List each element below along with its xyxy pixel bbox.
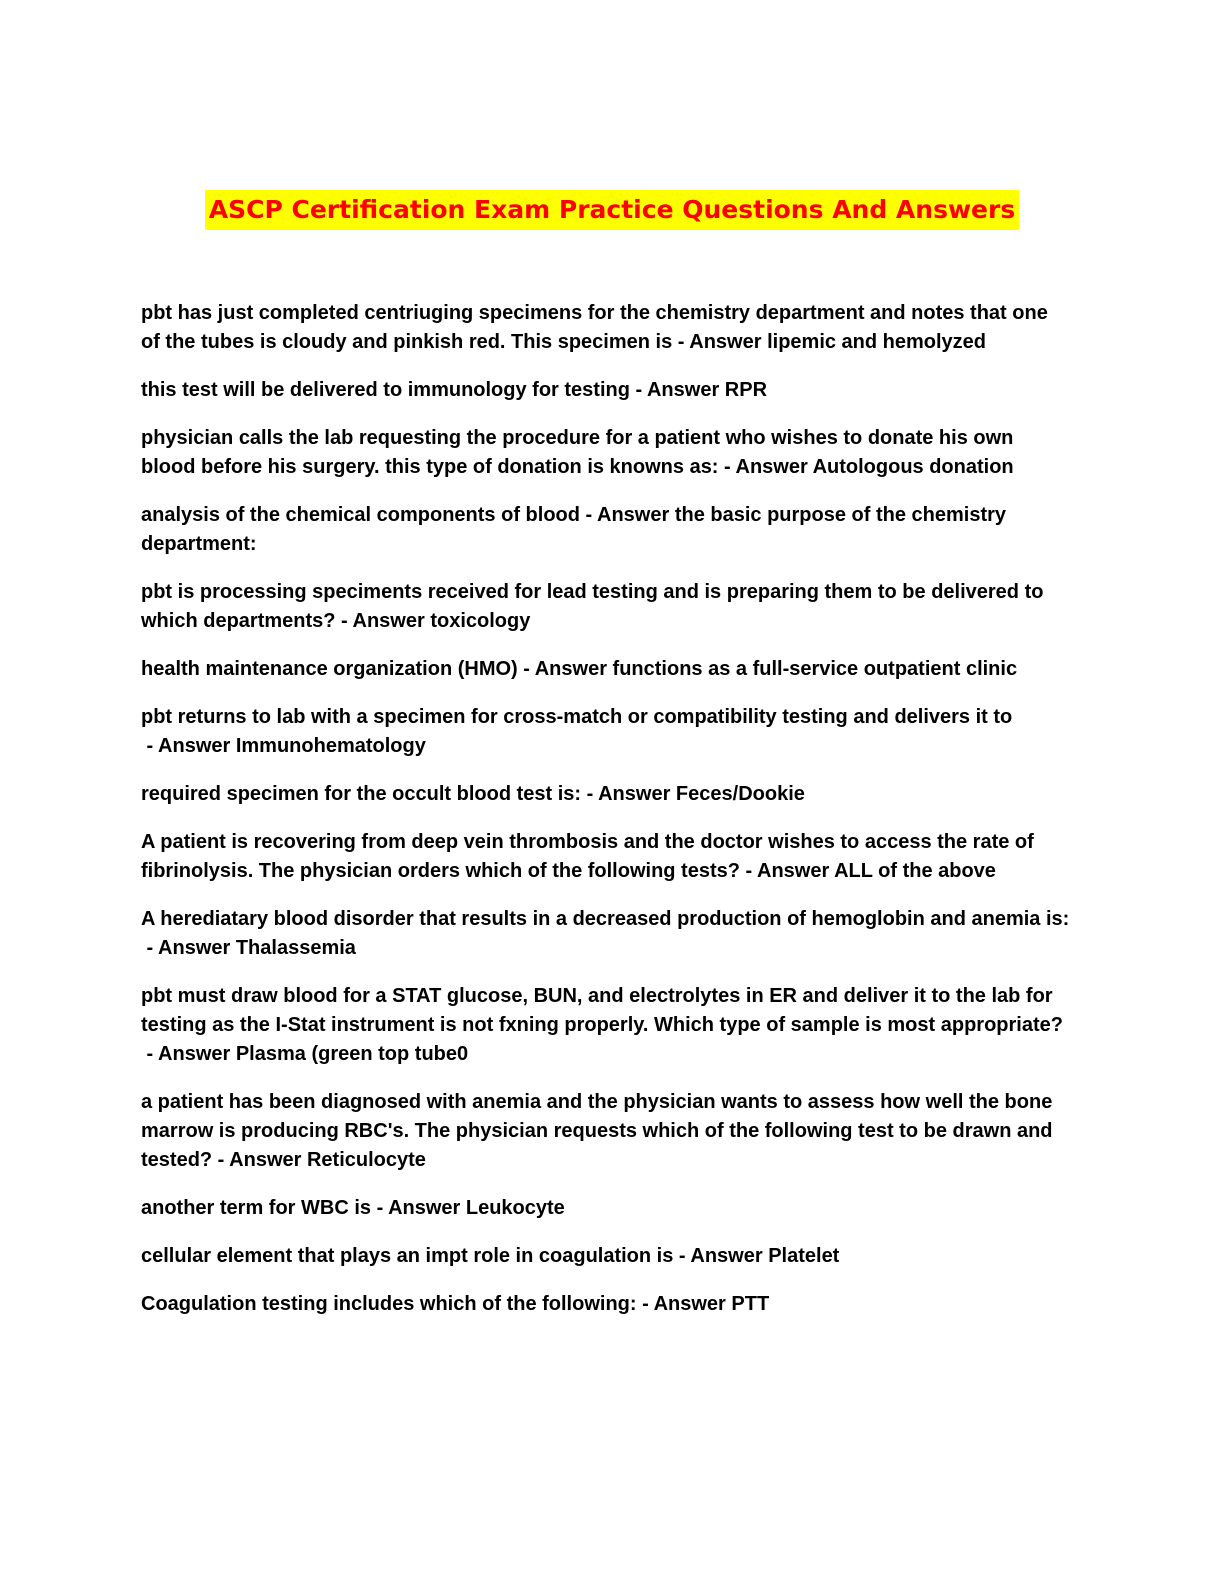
answer-text: the basic purpose of the chemistry department: — [141, 504, 1007, 555]
answer-text: Plasma (green top tube0 — [235, 1043, 469, 1065]
qa-item — [141, 424, 1071, 482]
question-text: cellular element that plays an impt role in coagulation is — [141, 1245, 674, 1267]
qa-item — [141, 578, 1071, 636]
qa-item — [141, 1290, 1071, 1319]
answer-separator: - Answer — [629, 379, 725, 401]
answer-text: Platelet — [768, 1245, 840, 1267]
qa-item — [141, 1088, 1071, 1175]
qa-item — [141, 1242, 1071, 1271]
qa-item — [141, 703, 1071, 761]
qa-item — [141, 780, 1071, 809]
qa-item — [141, 376, 1071, 405]
answer-text: PTT — [731, 1293, 770, 1315]
answer-separator: - Answer — [335, 610, 431, 632]
answer-separator: - Answer — [212, 1149, 307, 1171]
qa-item — [141, 299, 1071, 357]
answer-separator: - Answer — [636, 1293, 732, 1315]
qa-item — [141, 982, 1071, 1069]
qa-item — [141, 905, 1071, 963]
answer-separator: - Answer — [581, 783, 676, 805]
answer-text: Thalassemia — [235, 937, 356, 959]
question-text: A herediatary blood disorder that results in a decreased production of hemoglobin and anemia is: — [141, 908, 1070, 930]
question-text: physician calls the lab requesting the procedure for a patient who wishes to donate his own blood before his surgery. this type of donation is knowns as: — [141, 427, 1014, 478]
answer-text: Feces/Dookie — [675, 783, 805, 805]
question-text: this test will be delivered to immunology for testing — [141, 379, 630, 401]
answer-separator: - Answer — [673, 1245, 769, 1267]
question-text: pbt returns to lab with a specimen for cross-match or compatibility testing and delivers it to — [141, 706, 1013, 728]
question-text: A patient is recovering from deep vein thrombosis and the doctor wishes to access the rate of fibrinolysis. The physician orders which of the following tests? — [141, 831, 1034, 882]
qa-item — [141, 1194, 1071, 1223]
answer-text: lipemic and hemolyzed — [767, 331, 987, 353]
title-wrap — [0, 190, 1224, 230]
answer-separator: - Answer — [739, 860, 835, 882]
question-text: analysis of the chemical components of blood — [141, 504, 580, 526]
qa-item — [141, 828, 1071, 886]
answer-separator: - Answer — [579, 504, 675, 526]
question-text: Coagulation testing includes which of the following: — [141, 1293, 637, 1315]
answer-separator: - Answer — [672, 331, 768, 353]
qa-list — [141, 299, 1071, 1338]
answer-separator: - Answer — [141, 937, 236, 959]
answer-separator: - Answer — [371, 1197, 466, 1219]
answer-text: Autologous donation — [812, 456, 1014, 478]
question-text: a patient has been diagnosed with anemia and the physician wants to assess how well the bone marrow is producing RBC's. The physician requests which of the following test to be drawn and tested? — [141, 1091, 1053, 1171]
question-text: pbt must draw blood for a STAT glucose, BUN, and electrolytes in ER and deliver it to the lab for testing as the I-Stat instrument is not fxning properly. Which type of sample is most appropriate? — [141, 985, 1063, 1036]
answer-text: ALL of the above — [834, 860, 996, 882]
qa-item — [141, 655, 1071, 684]
answer-separator: - Answer — [718, 456, 813, 478]
question-text: required specimen for the occult blood test is: — [141, 783, 582, 805]
question-text: another term for WBC is — [141, 1197, 372, 1219]
document-title: ASCP Certification Exam Practice Questions And Answers — [205, 190, 1019, 230]
answer-text: functions as a full-service outpatient clinic — [612, 658, 1018, 680]
answer-text: Reticulocyte — [306, 1149, 426, 1171]
answer-separator: - Answer — [517, 658, 613, 680]
question-text: health maintenance organization (HMO) — [141, 658, 518, 680]
question-text: pbt has just completed centriuging specimens for the chemistry department and notes that one of the tubes is cloudy and pinkish red. This specimen is — [141, 302, 1048, 353]
answer-text: Leukocyte — [465, 1197, 565, 1219]
answer-text: RPR — [724, 379, 768, 401]
answer-text: toxicology — [430, 610, 531, 632]
question-text: pbt is processing speciments received for lead testing and is preparing them to be delivered to which departments? — [141, 581, 1044, 632]
answer-separator: - Answer — [141, 1043, 236, 1065]
qa-item — [141, 501, 1071, 559]
answer-separator: - Answer — [141, 735, 236, 757]
answer-text: Immunohematology — [235, 735, 426, 757]
